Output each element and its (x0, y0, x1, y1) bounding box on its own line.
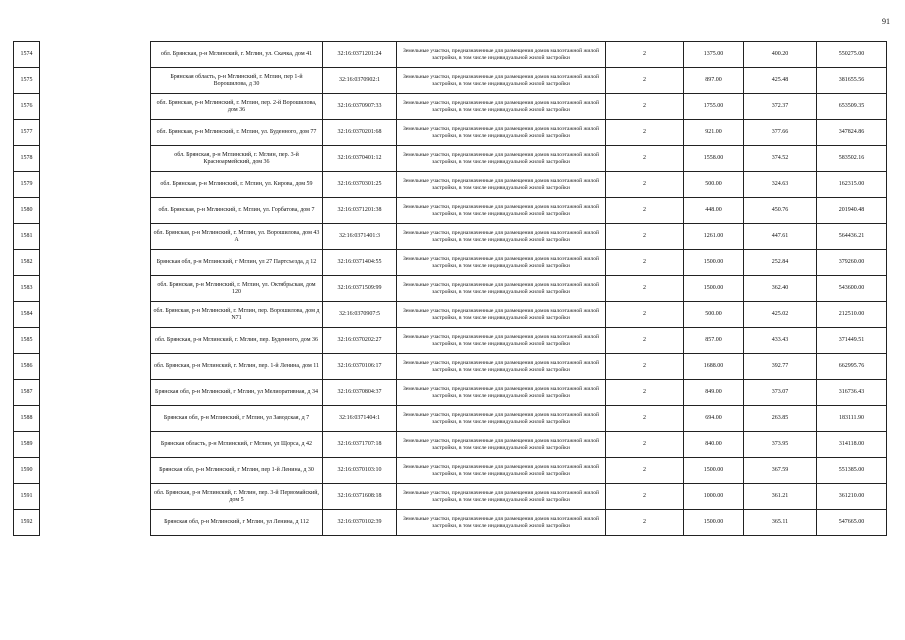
cadastral-value-cell: 543600.00 (817, 276, 887, 302)
cadastral-value-cell: 551385.00 (817, 458, 887, 484)
spacer-cell (40, 68, 151, 94)
row-number-cell: 1585 (14, 328, 40, 354)
cadastral-number-cell: 32:16:0371201:38 (323, 198, 397, 224)
rate-cell: 362.40 (744, 276, 817, 302)
address-cell: обл. Брянская, р-н Мглинский, г. Мглин, пер. 3-й Красноармейский, дом 36 (151, 146, 323, 172)
address-cell: обл. Брянская, р-н Мглинский, г. Мглин, пер. Буденного, дом 36 (151, 328, 323, 354)
cadastral-number-cell: 32:16:0371404:1 (323, 406, 397, 432)
table-row (14, 250, 887, 276)
cadastral-number-cell: 32:16:0370102:39 (323, 510, 397, 536)
area-cell: 1375.00 (684, 42, 744, 68)
table-row (14, 328, 887, 354)
land-use-cell: Земельные участки, предназначенные для размещения домов малоэтажной жилой застройки, в том числе индивидуальной жилой застройки (397, 406, 606, 432)
cadastral-value-cell: 564436.21 (817, 224, 887, 250)
cadastral-number-cell: 32:16:0370201:68 (323, 120, 397, 146)
table-row (14, 198, 887, 224)
row-number-cell: 1588 (14, 406, 40, 432)
table-row (14, 120, 887, 146)
cadastral-number-cell: 32:16:0370804:37 (323, 380, 397, 406)
rate-cell: 425.02 (744, 302, 817, 328)
rate-cell: 425.48 (744, 68, 817, 94)
table-row (14, 224, 887, 250)
category-cell: 2 (606, 432, 684, 458)
address-cell: Брянская обл, р-н Мглинский, г Мглин, ул 27 Партсъезда, д 12 (151, 250, 323, 276)
address-cell: Брянская обл, р-н Мглинский, г Мглин, ул Заводская, д 7 (151, 406, 323, 432)
spacer-cell (40, 42, 151, 68)
area-cell: 1261.00 (684, 224, 744, 250)
row-number-cell: 1577 (14, 120, 40, 146)
cadastral-value-cell: 371449.51 (817, 328, 887, 354)
cadastral-number-cell: 32:16:0371404:55 (323, 250, 397, 276)
address-cell: Брянская область, р-н Мглинский, г. Мглин, пер 1-й Ворошилова, д 30 (151, 68, 323, 94)
table-row (14, 484, 887, 510)
category-cell: 2 (606, 458, 684, 484)
area-cell: 1500.00 (684, 458, 744, 484)
address-cell: обл. Брянская, р-н Мглинский, г. Мглин, пер. Ворошилова, дом д N71 (151, 302, 323, 328)
table-row (14, 146, 887, 172)
registry-body (14, 42, 887, 536)
table-row (14, 432, 887, 458)
cadastral-value-cell: 662995.76 (817, 354, 887, 380)
spacer-cell (40, 198, 151, 224)
table-row (14, 42, 887, 68)
cadastral-value-cell: 550275.00 (817, 42, 887, 68)
cadastral-value-cell: 183111.90 (817, 406, 887, 432)
address-cell: обл. Брянская, р-н Мглинский, г. Мглин, ул. Кирова, дом 59 (151, 172, 323, 198)
land-use-cell: Земельные участки, предназначенные для размещения домов малоэтажной жилой застройки, в том числе индивидуальной жилой застройки (397, 276, 606, 302)
row-number-cell: 1581 (14, 224, 40, 250)
address-cell: Брянская обл, р-н Мглинский, г Мглин, ул Мелиоративная, д 34 (151, 380, 323, 406)
area-cell: 1688.00 (684, 354, 744, 380)
area-cell: 840.00 (684, 432, 744, 458)
address-cell: обл. Брянская, р-н Мглинский, г. Мглин, ул. Горбатова, дом 7 (151, 198, 323, 224)
area-cell: 1755.00 (684, 94, 744, 120)
spacer-cell (40, 432, 151, 458)
cadastral-value-cell: 316736.43 (817, 380, 887, 406)
land-use-cell: Земельные участки, предназначенные для размещения домов малоэтажной жилой застройки, в том числе индивидуальной жилой застройки (397, 302, 606, 328)
rate-cell: 372.37 (744, 94, 817, 120)
cadastral-number-cell: 32:16:0371608:18 (323, 484, 397, 510)
cadastral-value-cell: 653509.35 (817, 94, 887, 120)
spacer-cell (40, 224, 151, 250)
category-cell: 2 (606, 94, 684, 120)
page-number: 91 (882, 17, 890, 26)
category-cell: 2 (606, 172, 684, 198)
land-use-cell: Земельные участки, предназначенные для размещения домов малоэтажной жилой застройки, в том числе индивидуальной жилой застройки (397, 224, 606, 250)
area-cell: 921.00 (684, 120, 744, 146)
area-cell: 1558.00 (684, 146, 744, 172)
area-cell: 897.00 (684, 68, 744, 94)
address-cell: обл. Брянская, р-н Мглинский, г. Мглин, пер. 3-й Первомайский, дом 5 (151, 484, 323, 510)
category-cell: 2 (606, 42, 684, 68)
cadastral-value-cell: 547665.00 (817, 510, 887, 536)
row-number-cell: 1589 (14, 432, 40, 458)
area-cell: 500.00 (684, 302, 744, 328)
address-cell: обл. Брянская, р-н Мглинский, г. Мглин, ул. Октябрьская, дом 120 (151, 276, 323, 302)
rate-cell: 373.95 (744, 432, 817, 458)
cadastral-number-cell: 32:16:0371201:24 (323, 42, 397, 68)
address-cell: Брянская обл, р-н Мглинский, г Мглин, пер 1-й Ленина, д 30 (151, 458, 323, 484)
spacer-cell (40, 328, 151, 354)
category-cell: 2 (606, 510, 684, 536)
row-number-cell: 1590 (14, 458, 40, 484)
rate-cell: 377.66 (744, 120, 817, 146)
rate-cell: 324.63 (744, 172, 817, 198)
row-number-cell: 1575 (14, 68, 40, 94)
cadastral-value-cell: 162315.00 (817, 172, 887, 198)
spacer-cell (40, 302, 151, 328)
address-cell: обл. Брянская, р-н Мглинский, г. Мглин, ул. Ворошилова, дом 43 А (151, 224, 323, 250)
cadastral-value-cell: 201940.48 (817, 198, 887, 224)
cadastral-number-cell: 32:16:0371401:3 (323, 224, 397, 250)
area-cell: 1500.00 (684, 510, 744, 536)
category-cell: 2 (606, 120, 684, 146)
spacer-cell (40, 510, 151, 536)
rate-cell: 392.77 (744, 354, 817, 380)
spacer-cell (40, 250, 151, 276)
cadastral-value-cell: 314118.00 (817, 432, 887, 458)
spacer-cell (40, 146, 151, 172)
rate-cell: 365.11 (744, 510, 817, 536)
land-use-cell: Земельные участки, предназначенные для размещения домов малоэтажной жилой застройки, в том числе индивидуальной жилой застройки (397, 484, 606, 510)
rate-cell: 373.07 (744, 380, 817, 406)
area-cell: 857.00 (684, 328, 744, 354)
cadastral-number-cell: 32:16:0370401:12 (323, 146, 397, 172)
land-use-cell: Земельные участки, предназначенные для размещения домов малоэтажной жилой застройки, в том числе индивидуальной жилой застройки (397, 250, 606, 276)
spacer-cell (40, 354, 151, 380)
row-number-cell: 1591 (14, 484, 40, 510)
category-cell: 2 (606, 484, 684, 510)
cadastral-number-cell: 32:16:0370907:5 (323, 302, 397, 328)
area-cell: 1000.00 (684, 484, 744, 510)
area-cell: 694.00 (684, 406, 744, 432)
address-cell: обл. Брянская, р-н Мглинский, г. Мглин, ул. Скачка, дом 41 (151, 42, 323, 68)
cadastral-value-cell: 381655.56 (817, 68, 887, 94)
land-use-cell: Земельные участки, предназначенные для размещения домов малоэтажной жилой застройки, в том числе индивидуальной жилой застройки (397, 328, 606, 354)
table-row (14, 94, 887, 120)
category-cell: 2 (606, 354, 684, 380)
spacer-cell (40, 458, 151, 484)
table-row (14, 68, 887, 94)
row-number-cell: 1586 (14, 354, 40, 380)
cadastral-number-cell: 32:16:0370106:17 (323, 354, 397, 380)
spacer-cell (40, 380, 151, 406)
land-registry-table (13, 41, 887, 536)
category-cell: 2 (606, 224, 684, 250)
table-row (14, 302, 887, 328)
land-use-cell: Земельные участки, предназначенные для размещения домов малоэтажной жилой застройки, в том числе индивидуальной жилой застройки (397, 432, 606, 458)
table-row (14, 172, 887, 198)
address-cell: Брянская обл, р-н Мглинский, г Мглин, ул Ленина, д 112 (151, 510, 323, 536)
spacer-cell (40, 484, 151, 510)
address-cell: обл. Брянская, р-н Мглинский, г. Мглин, пер. 1-й Ленина, дом 11 (151, 354, 323, 380)
land-use-cell: Земельные участки, предназначенные для размещения домов малоэтажной жилой застройки, в том числе индивидуальной жилой застройки (397, 380, 606, 406)
land-use-cell: Земельные участки, предназначенные для размещения домов малоэтажной жилой застройки, в том числе индивидуальной жилой застройки (397, 510, 606, 536)
land-use-cell: Земельные участки, предназначенные для размещения домов малоэтажной жилой застройки, в том числе индивидуальной жилой застройки (397, 198, 606, 224)
cadastral-value-cell: 361210.00 (817, 484, 887, 510)
spacer-cell (40, 406, 151, 432)
rate-cell: 374.52 (744, 146, 817, 172)
spacer-cell (40, 276, 151, 302)
cadastral-number-cell: 32:16:0370902:1 (323, 68, 397, 94)
land-use-cell: Земельные участки, предназначенные для размещения домов малоэтажной жилой застройки, в том числе индивидуальной жилой застройки (397, 68, 606, 94)
table-row (14, 406, 887, 432)
table-row (14, 510, 887, 536)
area-cell: 1500.00 (684, 276, 744, 302)
cadastral-number-cell: 32:16:0370907:33 (323, 94, 397, 120)
row-number-cell: 1584 (14, 302, 40, 328)
cadastral-number-cell: 32:16:0371509:99 (323, 276, 397, 302)
row-number-cell: 1592 (14, 510, 40, 536)
category-cell: 2 (606, 406, 684, 432)
land-use-cell: Земельные участки, предназначенные для размещения домов малоэтажной жилой застройки, в том числе индивидуальной жилой застройки (397, 120, 606, 146)
row-number-cell: 1579 (14, 172, 40, 198)
land-use-cell: Земельные участки, предназначенные для размещения домов малоэтажной жилой застройки, в том числе индивидуальной жилой застройки (397, 42, 606, 68)
category-cell: 2 (606, 276, 684, 302)
area-cell: 849.00 (684, 380, 744, 406)
rate-cell: 447.61 (744, 224, 817, 250)
rate-cell: 361.21 (744, 484, 817, 510)
rate-cell: 450.76 (744, 198, 817, 224)
rate-cell: 263.85 (744, 406, 817, 432)
row-number-cell: 1583 (14, 276, 40, 302)
land-use-cell: Земельные участки, предназначенные для размещения домов малоэтажной жилой застройки, в том числе индивидуальной жилой застройки (397, 146, 606, 172)
land-use-cell: Земельные участки, предназначенные для размещения домов малоэтажной жилой застройки, в том числе индивидуальной жилой застройки (397, 354, 606, 380)
spacer-cell (40, 94, 151, 120)
table-row (14, 380, 887, 406)
spacer-cell (40, 120, 151, 146)
cadastral-number-cell: 32:16:0370202:27 (323, 328, 397, 354)
row-number-cell: 1576 (14, 94, 40, 120)
row-number-cell: 1580 (14, 198, 40, 224)
table-row (14, 354, 887, 380)
land-use-cell: Земельные участки, предназначенные для размещения домов малоэтажной жилой застройки, в том числе индивидуальной жилой застройки (397, 458, 606, 484)
cadastral-value-cell: 583502.16 (817, 146, 887, 172)
category-cell: 2 (606, 250, 684, 276)
cadastral-value-cell: 379260.00 (817, 250, 887, 276)
row-number-cell: 1574 (14, 42, 40, 68)
row-number-cell: 1578 (14, 146, 40, 172)
address-cell: Брянская область, р-н Мглинский, г Мглин, ул Щорса, д 42 (151, 432, 323, 458)
rate-cell: 433.43 (744, 328, 817, 354)
rate-cell: 400.20 (744, 42, 817, 68)
address-cell: обл. Брянская, р-н Мглинский, г. Мглин, ул. Буденного, дом 77 (151, 120, 323, 146)
row-number-cell: 1587 (14, 380, 40, 406)
category-cell: 2 (606, 146, 684, 172)
area-cell: 500.00 (684, 172, 744, 198)
category-cell: 2 (606, 328, 684, 354)
cadastral-number-cell: 32:16:0370103:10 (323, 458, 397, 484)
row-number-cell: 1582 (14, 250, 40, 276)
category-cell: 2 (606, 302, 684, 328)
cadastral-number-cell: 32:16:0370301:25 (323, 172, 397, 198)
cadastral-value-cell: 347824.86 (817, 120, 887, 146)
cadastral-value-cell: 212510.00 (817, 302, 887, 328)
area-cell: 448.00 (684, 198, 744, 224)
table-row (14, 458, 887, 484)
rate-cell: 252.84 (744, 250, 817, 276)
spacer-cell (40, 172, 151, 198)
category-cell: 2 (606, 198, 684, 224)
rate-cell: 367.59 (744, 458, 817, 484)
address-cell: обл. Брянская, р-н Мглинский, г. Мглин, пер. 2-й Ворошилова, дом 36 (151, 94, 323, 120)
category-cell: 2 (606, 380, 684, 406)
land-use-cell: Земельные участки, предназначенные для размещения домов малоэтажной жилой застройки, в том числе индивидуальной жилой застройки (397, 94, 606, 120)
category-cell: 2 (606, 68, 684, 94)
land-use-cell: Земельные участки, предназначенные для размещения домов малоэтажной жилой застройки, в том числе индивидуальной жилой застройки (397, 172, 606, 198)
table-row (14, 276, 887, 302)
area-cell: 1500.00 (684, 250, 744, 276)
cadastral-number-cell: 32:16:0371707:18 (323, 432, 397, 458)
